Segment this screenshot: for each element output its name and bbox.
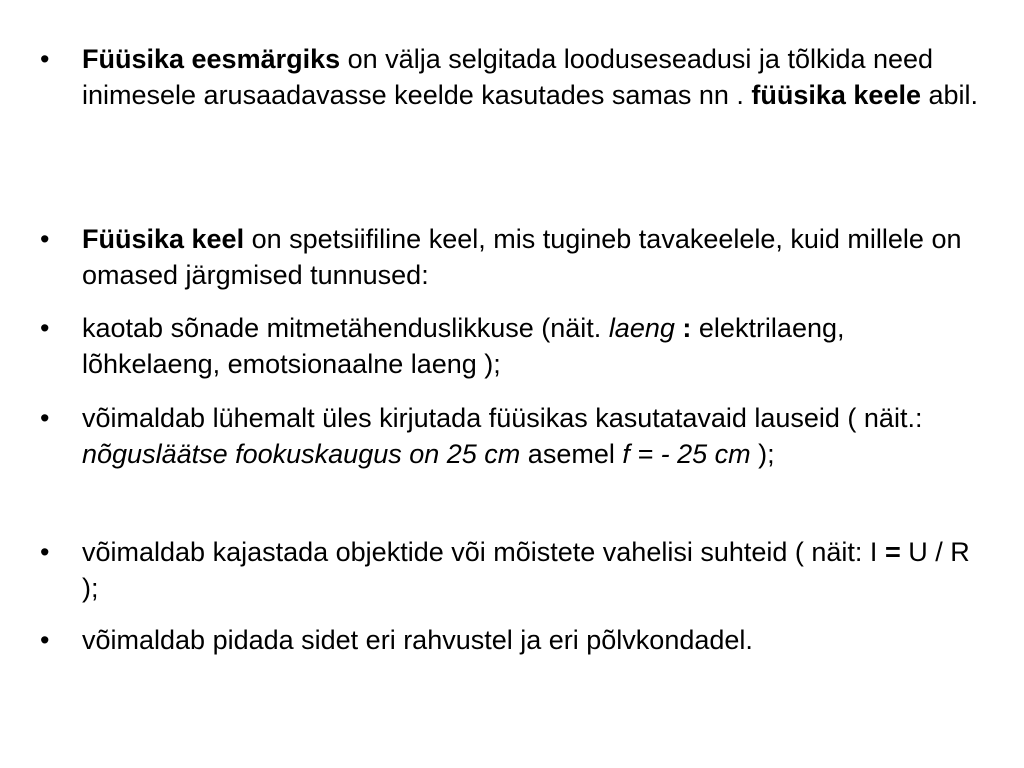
text-segment: elektrilaeng, lõhkelaeng, emotsionaalne laeng ); — [82, 313, 845, 379]
bold-term: Füüsika keel — [82, 224, 245, 254]
bullet-item-relations — [40, 534, 990, 606]
bullet-item-shorter-notation — [40, 400, 990, 472]
italic-term: laeng — [608, 313, 675, 343]
bold-term: füüsika keele — [751, 80, 921, 110]
bullet-marker: • — [40, 537, 50, 567]
bullet-text — [82, 622, 990, 658]
text-segment: võimaldab kajastada objektide või mõistete vahelisi suhteid ( näit: I — [82, 537, 885, 567]
bold-equals: = — [884, 537, 901, 567]
bullet-text — [82, 310, 990, 382]
bullet-text — [82, 400, 990, 472]
bullet-marker: • — [40, 224, 50, 254]
text-segment: abil. — [920, 80, 979, 110]
bullet-marker: • — [40, 625, 50, 655]
text-segment: U / R ); — [82, 537, 970, 603]
bullet-item-physics-language — [40, 221, 990, 293]
italic-example: nõgusläätse fookuskaugus on 25 cm — [82, 439, 521, 469]
bullet-item-communication — [40, 622, 990, 658]
bold-term: Füüsika eesmärgiks — [82, 44, 341, 74]
text-segment: kaotab sõnade mitmetähenduslikkuse (näit. — [82, 313, 609, 343]
bullet-marker: • — [40, 403, 50, 433]
text-segment: ); — [750, 439, 775, 469]
text-segment: on spetsiifiline keel, mis tugineb tavakeelele, kuid millele on omased järgmised tunnused: — [82, 224, 962, 290]
bullet-text — [82, 41, 990, 113]
bullet-item-physics-goal — [40, 41, 990, 113]
italic-formula: f = - 25 cm — [622, 439, 751, 469]
text-segment: võimaldab lühemalt üles kirjutada füüsikas kasutatavaid lauseid ( näit.: — [82, 403, 923, 433]
bullet-text — [82, 221, 990, 293]
bold-colon: : — [682, 313, 692, 343]
text-segment: asemel — [520, 439, 623, 469]
bullet-marker: • — [40, 44, 50, 74]
bullet-marker: • — [40, 313, 50, 343]
bullet-text — [82, 534, 990, 606]
text-segment: on välja selgitada looduseseadusi ja tõlkida need inimesele arusaadavasse keelde kasutades samas nn . — [82, 44, 934, 110]
text-segment: võimaldab pidada sidet eri rahvustel ja eri põlvkondadel. — [82, 625, 753, 655]
bullet-item-ambiguity — [40, 310, 990, 382]
